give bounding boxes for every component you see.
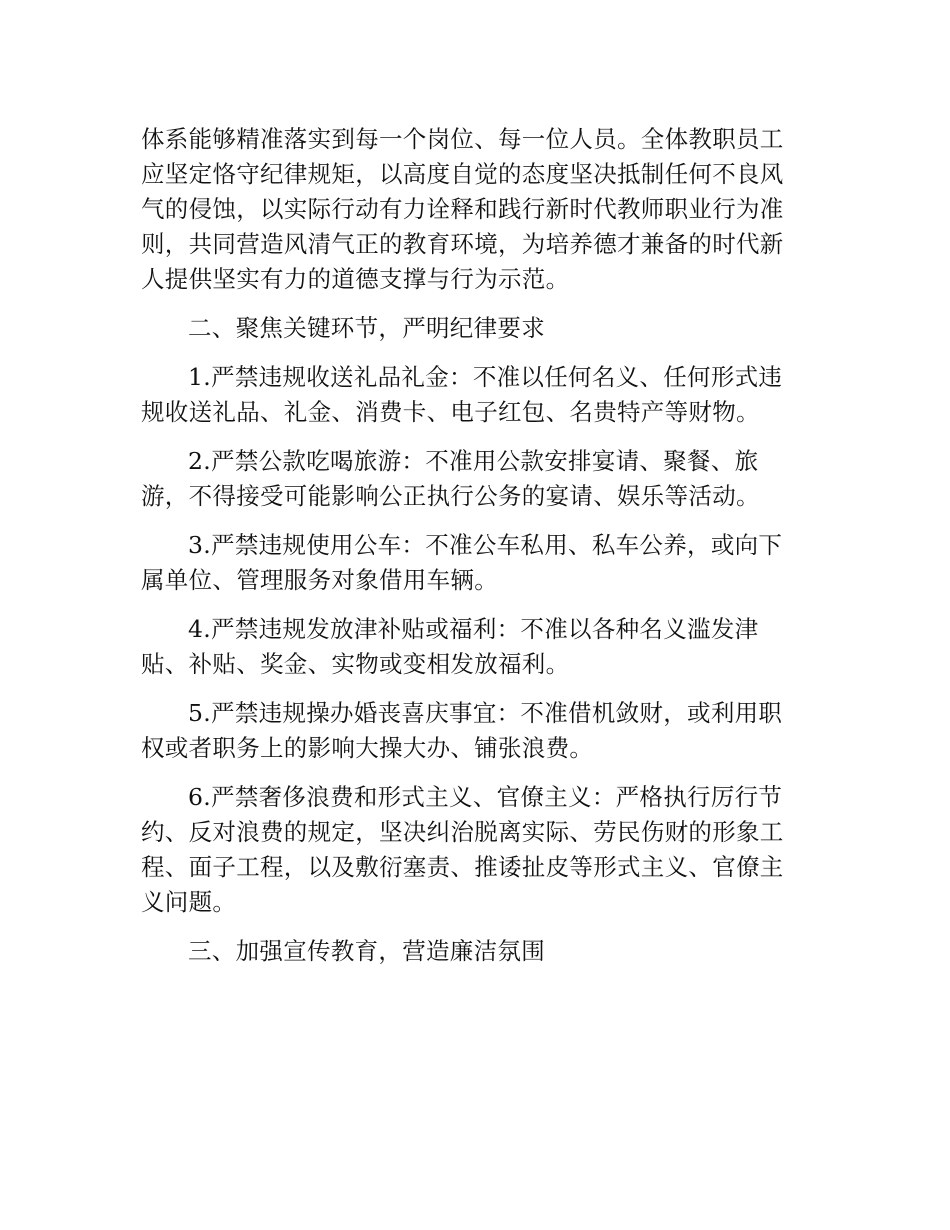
section-heading-2 <box>141 311 809 346</box>
continuation-paragraph <box>141 122 809 297</box>
list-item-4 <box>141 612 809 682</box>
paragraph-line: 气的侵蚀，以实际行动有力诠释和践行新时代教师职业行为准 <box>141 195 784 223</box>
list-item-line: 2.严禁公款吃喝旅游：不准用公款安排宴请、聚餐、旅 <box>188 447 759 475</box>
list-item-1 <box>141 360 809 430</box>
paragraph-line: 应坚定恪守纪律规矩，以高度自觉的态度坚决抵制任何不良风 <box>141 160 784 188</box>
list-item-line: 权或者职务上的影响大操大办、铺张浪费。 <box>141 734 594 762</box>
paragraph-line: 体系能够精准落实到每一个岗位、每一位人员。全体教职员工 <box>141 125 784 153</box>
list-item-line: 义问题。 <box>141 888 237 916</box>
heading-text: 三、加强宣传教育，营造廉洁氛围 <box>188 937 545 965</box>
list-item-line: 3.严禁违规使用公车：不准公车私用、私车公养，或向下 <box>188 531 783 559</box>
list-item-line: 4.严禁违规发放津补贴或福利：不准以各种名义滥发津 <box>188 615 759 643</box>
list-item-line: 属单位、管理服务对象借用车辆。 <box>141 566 498 594</box>
list-item-5 <box>141 696 809 766</box>
list-item-line: 5.严禁违规操办婚丧喜庆事宜：不准借机敛财，或利用职 <box>188 699 783 727</box>
list-item-line: 规收送礼品、礼金、消费卡、电子红包、名贵特产等财物。 <box>141 398 760 426</box>
list-item-line: 游，不得接受可能影响公正执行公务的宴请、娱乐等活动。 <box>141 482 760 510</box>
list-item-6 <box>141 780 809 920</box>
list-item-line: 6.严禁奢侈浪费和形式主义、官僚主义：严格执行厉行节 <box>188 783 783 811</box>
paragraph-line: 人提供坚实有力的道德支撑与行为示范。 <box>141 265 570 293</box>
document-body <box>141 122 809 983</box>
list-item-line: 程、面子工程，以及敷衍塞责、推诿扯皮等形式主义、官僚主 <box>141 853 784 881</box>
list-item-line: 贴、补贴、奖金、实物或变相发放福利。 <box>141 650 570 678</box>
section-heading-3 <box>141 934 809 969</box>
heading-text: 二、聚焦关键环节，严明纪律要求 <box>188 314 545 342</box>
list-item-line: 1.严禁违规收送礼品礼金：不准以任何名义、任何形式违 <box>188 363 783 391</box>
list-item-line: 约、反对浪费的规定，坚决纠治脱离实际、劳民伤财的形象工 <box>141 818 784 846</box>
paragraph-line: 则，共同营造风清气正的教育环境，为培养德才兼备的时代新 <box>141 230 784 258</box>
list-item-3 <box>141 528 809 598</box>
list-item-2 <box>141 444 809 514</box>
